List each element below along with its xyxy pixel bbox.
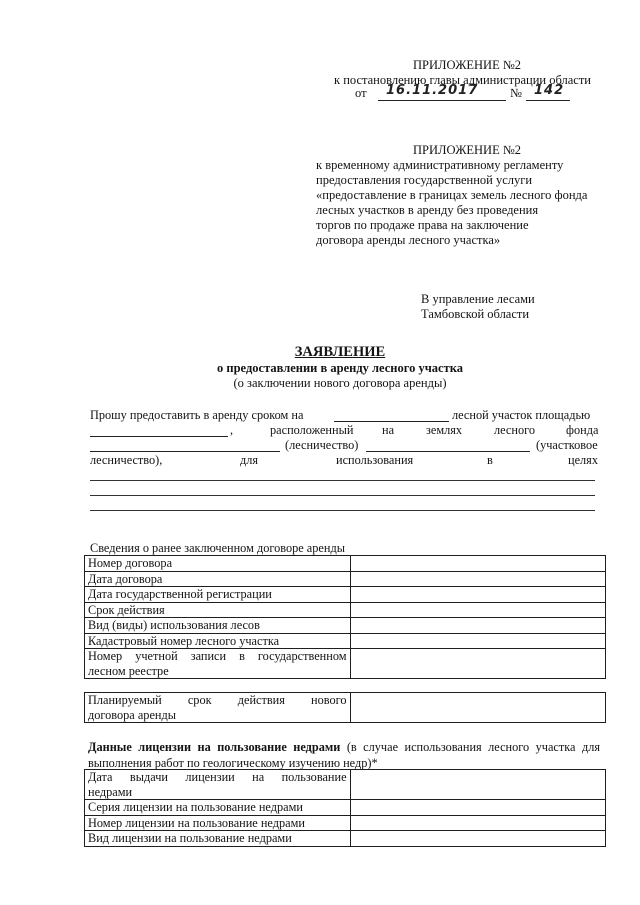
document-title: ЗАЯВЛЕНИЕ xyxy=(294,344,386,360)
row-label: Вид лицензии на пользование недрами xyxy=(85,831,351,847)
number-prefix: № xyxy=(510,86,522,100)
request-text-4c: использования xyxy=(336,453,414,467)
area-field[interactable] xyxy=(90,423,228,437)
row-label: Срок действия xyxy=(85,602,351,618)
purpose-line[interactable] xyxy=(90,480,595,481)
request-text-2e: лесного xyxy=(494,423,535,437)
table-row xyxy=(85,587,606,603)
request-text-2b: расположенный xyxy=(270,423,354,437)
row-label xyxy=(85,770,351,800)
lease-term-field[interactable] xyxy=(334,408,449,422)
request-text-1b: лесной участок площадью xyxy=(452,408,591,422)
number-field[interactable] xyxy=(526,83,570,101)
row-label-line1: Планируемый срок действия нового xyxy=(88,693,347,707)
purpose-line[interactable] xyxy=(90,495,595,496)
license-caption xyxy=(88,740,600,771)
cadastral-number-cell[interactable] xyxy=(350,633,605,649)
row-label: Номер лицензии на пользование недрами xyxy=(85,815,351,831)
validity-cell[interactable] xyxy=(350,602,605,618)
table-row xyxy=(85,693,606,723)
row-label: Дата договора xyxy=(85,571,351,587)
appendix2-line: «предоставление в границах земель лесного фонда xyxy=(316,188,588,202)
row-label-line1: Дата выдачи лицензии на пользование xyxy=(88,770,347,784)
district-forestry-field[interactable] xyxy=(366,438,530,452)
license-number-cell[interactable] xyxy=(350,815,605,831)
license-series-cell[interactable] xyxy=(350,800,605,816)
license-caption-rest: (в случае использования лесного участка для xyxy=(346,740,600,754)
appendix2-line: лесных участков в аренду без проведения xyxy=(316,203,539,217)
row-label-line2: недрами xyxy=(88,784,133,799)
request-text-2f: фонда xyxy=(566,423,599,437)
row-label: Серия лицензии на пользование недрами xyxy=(85,800,351,816)
request-text-4e: целях xyxy=(568,453,598,467)
request-line-2 xyxy=(90,423,600,438)
request-line-4 xyxy=(90,453,600,468)
table-row xyxy=(85,571,606,587)
request-text-3a: (лесничество) xyxy=(285,438,359,452)
license-issue-date-cell[interactable] xyxy=(350,770,605,800)
planned-term-cell[interactable] xyxy=(350,693,605,723)
table-row xyxy=(85,602,606,618)
row-label: Вид (виды) использования лесов xyxy=(85,618,351,634)
prev-contract-caption: Сведения о ранее заключенном договоре аренды xyxy=(90,541,345,555)
appendix2-line: торгов по продаже права на заключение xyxy=(316,218,529,232)
license-type-cell[interactable] xyxy=(350,831,605,847)
appendix1-decree-line: к постановлению главы администрации области xyxy=(334,73,591,87)
request-text-1a: Прошу предоставить в аренду сроком на xyxy=(90,408,304,422)
table-row xyxy=(85,815,606,831)
appendix2-line: к временному административному регламенту xyxy=(316,158,564,172)
document-subtitle: о предоставлении в аренду лесного участка xyxy=(217,361,463,375)
purpose-line[interactable] xyxy=(90,510,595,511)
forest-use-cell[interactable] xyxy=(350,618,605,634)
appendix1-date-line xyxy=(355,83,605,104)
row-label-line2: договора аренды xyxy=(88,707,177,722)
document-subtitle-note: (о заключении нового договора аренды) xyxy=(233,376,447,390)
table-row xyxy=(85,800,606,816)
forestry-field[interactable] xyxy=(90,438,280,452)
request-text-4b: для xyxy=(240,453,259,467)
request-text-4d: в xyxy=(487,453,493,467)
contract-date-cell[interactable] xyxy=(350,571,605,587)
license-caption-bold: Данные лицензии на пользование недрами xyxy=(88,740,341,754)
addressee-line2: Тамбовской области xyxy=(421,307,530,321)
request-text-2c: на xyxy=(382,423,395,437)
table-row xyxy=(85,770,606,800)
table-row xyxy=(85,831,606,847)
addressee xyxy=(421,292,535,322)
row-label: Дата государственной регистрации xyxy=(85,587,351,603)
request-text-4a: лесничество), xyxy=(90,453,163,467)
table-row xyxy=(85,633,606,649)
license-table xyxy=(84,769,606,847)
table-row xyxy=(85,556,606,572)
license-caption-line1 xyxy=(88,740,600,756)
request-text-2a: , xyxy=(230,423,234,437)
row-label-line1: Номер учетной записи в государственном xyxy=(88,649,347,663)
registry-record-cell[interactable] xyxy=(350,649,605,679)
request-text-3b: (участковое xyxy=(536,438,598,452)
appendix2-line: договора аренды лесного участка» xyxy=(316,233,501,247)
appendix2-line: предоставления государственной услуги xyxy=(316,173,533,187)
row-label: Номер договора xyxy=(85,556,351,572)
addressee-line1: В управление лесами xyxy=(421,292,535,306)
row-label-line2: лесном реестре xyxy=(88,663,169,678)
date-prefix: от xyxy=(355,86,367,100)
contract-number-cell[interactable] xyxy=(350,556,605,572)
request-text-2d: землях xyxy=(426,423,463,437)
table-row xyxy=(85,618,606,634)
appendix1-title: ПРИЛОЖЕНИЕ №2 xyxy=(413,58,522,72)
row-label xyxy=(85,649,351,679)
date-handwritten: 16.11.2017 xyxy=(386,83,479,98)
appendix2-text xyxy=(316,158,616,248)
number-handwritten: 142 xyxy=(534,83,565,98)
table-row xyxy=(85,649,606,679)
row-label: Кадастровый номер лесного участка xyxy=(85,633,351,649)
appendix2-title: ПРИЛОЖЕНИЕ №2 xyxy=(413,143,522,157)
prev-contract-table xyxy=(84,555,606,679)
date-field[interactable] xyxy=(378,83,506,101)
registration-date-cell[interactable] xyxy=(350,587,605,603)
planned-term-table xyxy=(84,692,606,723)
request-line-3 xyxy=(90,438,600,453)
row-label xyxy=(85,693,351,723)
license-caption-line2: выполнения работ по геологическому изучению недр)* xyxy=(88,755,378,770)
